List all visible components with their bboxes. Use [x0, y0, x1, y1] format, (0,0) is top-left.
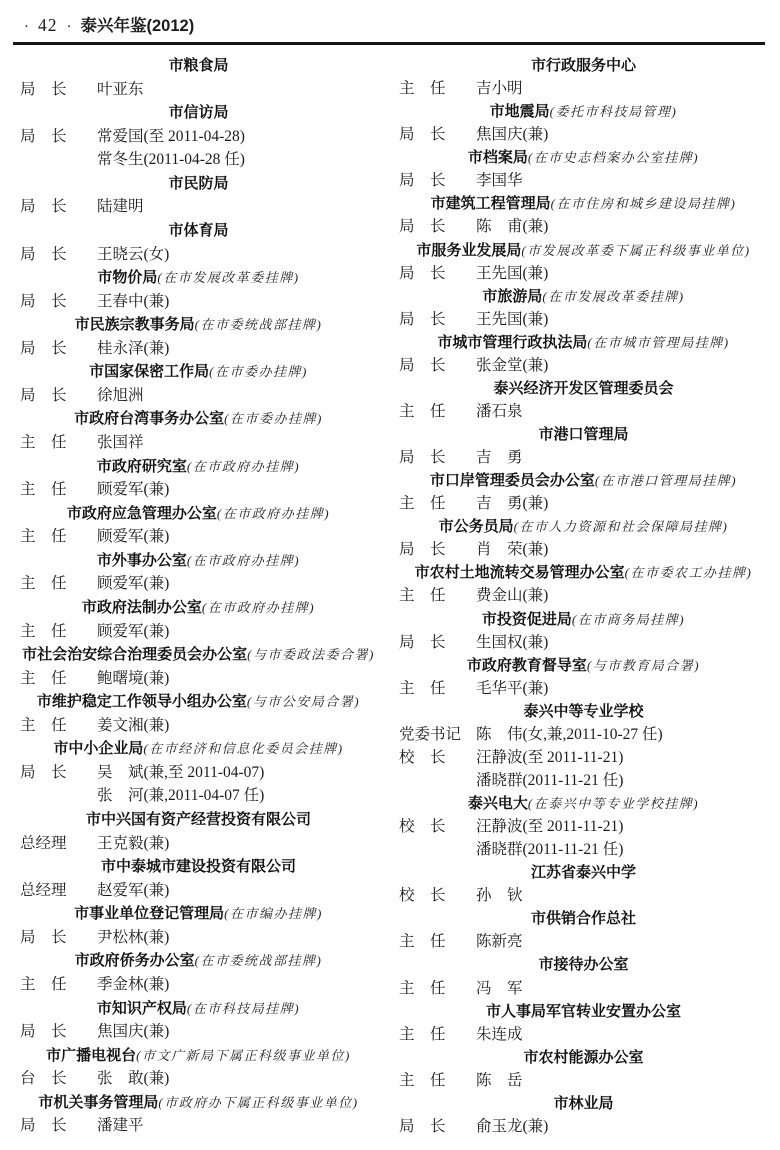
person-title: 局 长	[20, 386, 67, 404]
org-heading	[399, 518, 768, 535]
person-name: 潘晓群(2011-11-21 任)	[476, 841, 624, 859]
person-name: 陈 伟(女,兼,2011-10-27 任)	[476, 725, 663, 743]
person-name: 生国权(兼)	[476, 633, 549, 651]
org-name: 市港口管理局	[538, 426, 629, 443]
person-name: 王春中(兼)	[97, 292, 170, 310]
person-name: 潘石泉	[476, 402, 523, 420]
org-heading	[20, 646, 377, 663]
person-title: 主 任	[20, 481, 67, 499]
org-heading	[399, 195, 768, 212]
person-title: 主 任	[399, 1071, 446, 1089]
person-title: 局 长	[399, 356, 446, 374]
org-note: (与市委政法委合署)	[247, 647, 375, 663]
header-bullet: ·	[66, 19, 72, 35]
org-note: (市发展改革委下属正科级事业单位)	[521, 242, 751, 258]
org-note: (在市商务局挂牌)	[571, 611, 686, 627]
person-title: 主 任	[20, 434, 67, 451]
person-title: 总经理	[20, 881, 67, 899]
org-heading	[399, 149, 768, 166]
person-entry	[399, 634, 768, 651]
person-name: 张金堂(兼)	[476, 356, 549, 374]
org-note: (委托市科技局管理)	[549, 104, 678, 120]
person-entry	[20, 1070, 377, 1087]
person-title: 局 长	[20, 763, 67, 781]
person-title: 局 长	[20, 245, 67, 263]
org-name: 市信访局	[168, 104, 229, 122]
org-name: 市政府应急管理办公室	[66, 504, 217, 522]
org-heading	[399, 334, 768, 351]
person-name: 叶亚东	[97, 80, 144, 98]
left-column	[20, 57, 377, 1135]
org-heading	[20, 57, 377, 74]
person-entry	[399, 449, 768, 466]
org-heading	[399, 611, 768, 628]
org-note: (在市科技局挂牌)	[186, 1000, 301, 1016]
person-title: 主 任	[399, 979, 446, 997]
org-name: 市档案局	[467, 149, 528, 167]
org-name: 市外事办公室	[96, 551, 187, 569]
person-title: 局 长	[20, 127, 67, 145]
org-note: (在市政府办挂牌)	[186, 458, 301, 474]
org-name: 市民族宗教事务局	[74, 316, 195, 334]
person-name: 潘建平	[97, 1117, 144, 1135]
org-note: (在泰兴中等专业学校挂牌)	[527, 796, 700, 811]
person-entry	[20, 387, 377, 404]
person-name: 徐旭洲	[97, 386, 144, 404]
person-name: 汪静波(至 2011-11-21)	[476, 748, 624, 766]
org-note: (在市委统战部挂牌)	[194, 953, 323, 969]
person-name: 陈 甫(兼)	[476, 218, 549, 236]
page-header	[24, 12, 194, 36]
org-name: 市中兴国有资产经营投资有限公司	[85, 811, 311, 828]
org-name: 市行政服务中心	[530, 57, 636, 74]
person-entry	[399, 726, 768, 743]
org-heading	[20, 175, 377, 192]
person-name: 常冬生(2011-04-28 任)	[97, 151, 245, 169]
org-name: 市知识产权局	[96, 999, 187, 1017]
org-note: (在市港口管理局挂牌)	[594, 473, 738, 489]
person-name: 焦国庆(兼)	[476, 126, 549, 144]
person-entry	[20, 293, 377, 310]
person-entry	[399, 311, 768, 328]
org-name: 市建筑工程管理局	[430, 195, 551, 213]
org-note: (在市政府办挂牌)	[216, 505, 331, 521]
person-entry	[20, 835, 377, 852]
person-name: 顾爱军(兼)	[97, 481, 170, 499]
person-title: 局 长	[399, 126, 446, 144]
org-heading	[20, 1094, 377, 1111]
org-heading	[399, 864, 768, 881]
page-number: 42	[38, 15, 58, 35]
org-heading	[20, 363, 377, 380]
org-heading	[399, 657, 768, 674]
org-heading	[20, 858, 377, 875]
org-note: (市文广新局下属正科级事业单位)	[136, 1047, 351, 1063]
person-name: 毛华平(兼)	[476, 679, 549, 697]
org-heading	[20, 552, 377, 569]
person-entry	[399, 172, 768, 189]
header-bullet: ·	[24, 19, 29, 35]
person-name: 张 河(兼,2011-04-07 任)	[97, 787, 265, 805]
org-heading	[399, 564, 768, 581]
person-name: 汪静波(至 2011-11-21)	[476, 818, 624, 836]
org-name: 市投资促进局	[481, 610, 572, 628]
org-heading	[20, 740, 377, 757]
org-heading	[399, 1003, 768, 1020]
person-name: 姜文湘(兼)	[97, 716, 170, 734]
person-title: 校 长	[399, 818, 446, 836]
person-name: 桂永泽(兼)	[97, 339, 170, 357]
book-title: 泰兴年鉴(2012)	[80, 17, 195, 35]
org-heading	[20, 505, 377, 522]
person-name: 陈 岳	[476, 1071, 523, 1089]
person-name: 吉 勇	[476, 449, 523, 467]
person-name: 李国华	[476, 172, 523, 190]
person-entry	[20, 198, 377, 215]
org-name: 市中泰城市建设投资有限公司	[100, 858, 296, 876]
person-name: 张国祥	[97, 434, 144, 451]
org-heading	[20, 905, 377, 922]
person-title: 局 长	[20, 198, 67, 216]
org-note: (在市委农工办挂牌)	[624, 565, 753, 581]
org-name: 市地震局	[489, 103, 550, 121]
person-entry	[20, 575, 377, 592]
person-title: 主 任	[399, 402, 446, 420]
person-title: 局 长	[399, 633, 446, 651]
person-name: 尹松林(兼)	[97, 928, 170, 946]
person-entry	[399, 265, 768, 282]
org-heading	[399, 910, 768, 927]
person-title: 主 任	[20, 975, 67, 993]
org-name: 市接待办公室	[538, 956, 629, 974]
person-entry	[20, 976, 377, 993]
person-name: 朱连成	[476, 1025, 523, 1043]
person-title: 局 长	[399, 1117, 446, 1135]
org-name: 市政府法制办公室	[81, 598, 202, 616]
org-note: (在市政府办挂牌)	[201, 599, 316, 615]
org-note: (在市人力资源和社会保障局挂牌)	[513, 519, 729, 535]
org-name: 市社会治安综合治理委员会办公室	[22, 646, 248, 664]
org-heading	[399, 57, 768, 74]
person-entry	[399, 680, 768, 697]
person-name: 常爱国(至 2011-04-28)	[97, 127, 245, 145]
org-heading	[399, 426, 768, 443]
person-name: 王克毅(兼)	[97, 834, 170, 852]
person-entry	[399, 403, 768, 420]
org-heading	[399, 288, 768, 305]
org-name: 市政府教育督导室	[466, 656, 587, 674]
person-name: 王先国(兼)	[476, 310, 549, 328]
person-entry-continuation	[20, 151, 377, 168]
person-title: 局 长	[20, 80, 67, 98]
person-entry	[20, 882, 377, 899]
person-title: 主 任	[399, 80, 446, 98]
person-title: 校 长	[399, 887, 446, 905]
org-note: (在市住房和城乡建设局挂牌)	[550, 196, 737, 212]
person-entry-continuation	[399, 772, 768, 789]
org-name: 江苏省泰兴中学	[530, 864, 636, 882]
org-heading	[20, 1000, 377, 1017]
person-title: 总经理	[20, 834, 67, 852]
person-title: 主 任	[20, 528, 67, 546]
person-name: 顾爱军(兼)	[97, 575, 170, 593]
org-heading	[399, 380, 768, 397]
org-name: 市广播电视台	[46, 1046, 137, 1064]
org-note: (在市城市管理局挂牌)	[587, 334, 730, 350]
org-heading	[20, 222, 377, 239]
person-name: 吉小明	[476, 80, 523, 98]
org-name: 市公务员局	[438, 518, 514, 536]
person-entry	[399, 818, 768, 835]
person-entry	[399, 1026, 768, 1043]
org-note: (在市委办挂牌)	[209, 364, 308, 380]
person-title: 局 长	[399, 264, 446, 282]
org-name: 泰兴电大	[467, 795, 528, 812]
person-title: 局 长	[20, 292, 67, 310]
person-entry	[20, 246, 377, 263]
person-title: 局 长	[20, 1023, 67, 1041]
person-name: 顾爱军(兼)	[97, 528, 170, 546]
person-name: 孙 钬	[476, 887, 523, 905]
person-name: 吴 斌(兼,至 2011-04-07)	[97, 763, 265, 781]
org-heading	[399, 103, 768, 120]
org-heading	[399, 703, 768, 720]
org-name: 市口岸管理委员会办公室	[429, 472, 595, 490]
person-entry	[399, 933, 768, 950]
person-entry	[399, 887, 768, 904]
person-name: 费金山(兼)	[476, 587, 549, 605]
header-rule	[13, 42, 765, 45]
org-note: (在市史志档案办公室挂牌)	[527, 150, 700, 166]
org-name: 市供销合作总社	[530, 910, 636, 928]
person-name: 张 敢(兼)	[97, 1070, 170, 1088]
person-name: 王先国(兼)	[476, 264, 549, 282]
person-entry	[399, 541, 768, 558]
org-heading	[20, 316, 377, 333]
org-name: 市体育局	[168, 221, 229, 239]
org-name: 泰兴中等专业学校	[523, 702, 644, 720]
person-entry	[399, 1072, 768, 1089]
org-note: (在市委办挂牌)	[224, 411, 323, 427]
org-note: (与市公安局合署)	[246, 694, 361, 710]
right-column	[399, 57, 768, 1135]
org-note: (在市经济和信息化委员会挂牌)	[143, 741, 344, 757]
org-heading	[399, 795, 768, 812]
org-name: 市旅游局	[482, 287, 543, 305]
org-heading	[20, 599, 377, 616]
person-title: 主 任	[20, 622, 67, 640]
person-entry	[20, 528, 377, 545]
content-area	[20, 57, 768, 1135]
org-note: (在市政府办挂牌)	[186, 552, 301, 568]
org-heading	[20, 410, 377, 427]
org-name: 市机关事务管理局	[38, 1093, 159, 1111]
person-entry	[20, 340, 377, 357]
person-title: 台 长	[20, 1070, 67, 1088]
person-entry	[20, 929, 377, 946]
org-note: (市政府办下属正科级事业单位)	[158, 1094, 359, 1110]
person-title: 局 长	[20, 928, 67, 946]
person-name: 季金林(兼)	[97, 975, 170, 993]
person-entry	[20, 81, 377, 98]
org-name: 泰兴经济开发区管理委员会	[493, 379, 674, 397]
org-note: (与市教育局合署)	[586, 657, 701, 673]
person-title: 主 任	[20, 669, 67, 687]
org-name: 市农村土地流转交易管理办公室	[414, 564, 625, 582]
org-heading	[399, 242, 768, 259]
person-title: 主 任	[399, 495, 446, 513]
org-note: (在市编办挂牌)	[224, 906, 323, 922]
org-heading	[20, 104, 377, 121]
person-name: 焦国庆(兼)	[97, 1023, 170, 1041]
person-entry	[399, 749, 768, 766]
org-heading	[20, 952, 377, 969]
person-name: 陆建明	[97, 198, 144, 216]
person-entry	[20, 434, 377, 451]
org-note: (在市发展改革委挂牌)	[157, 270, 300, 286]
person-name: 鲍曙境(兼)	[97, 669, 170, 687]
org-name: 市国家保密工作局	[89, 363, 210, 381]
person-title: 主 任	[399, 1025, 446, 1043]
person-title: 局 长	[20, 1117, 67, 1135]
org-name: 市人事局军官转业安置办公室	[485, 1002, 681, 1020]
person-name: 俞玉龙(兼)	[476, 1117, 549, 1135]
person-title: 主 任	[20, 575, 67, 593]
org-note: (在市发展改革委挂牌)	[542, 288, 685, 304]
person-title: 党委书记	[399, 725, 462, 743]
org-name: 市维护稳定工作领导小组办公室	[36, 693, 247, 711]
person-title: 局 长	[399, 218, 446, 236]
person-entry	[20, 1117, 377, 1134]
org-name: 市中小企业局	[53, 740, 144, 758]
person-name: 赵爱军(兼)	[97, 881, 170, 899]
org-name: 市服务业发展局	[416, 241, 522, 259]
person-entry	[399, 80, 768, 97]
org-name: 市粮食局	[168, 57, 229, 74]
person-entry-continuation	[20, 787, 377, 804]
person-entry	[20, 1023, 377, 1040]
person-title: 局 长	[399, 449, 446, 467]
person-entry	[20, 764, 377, 781]
org-name: 市事业单位登记管理局	[74, 905, 225, 923]
org-heading	[20, 693, 377, 710]
person-name: 王晓云(女)	[97, 245, 170, 263]
person-name: 肖 荣(兼)	[476, 541, 549, 559]
person-name: 冯 军	[476, 979, 523, 997]
person-entry	[399, 980, 768, 997]
person-title: 主 任	[399, 679, 446, 697]
person-entry	[20, 717, 377, 734]
org-name: 市民防局	[168, 174, 229, 192]
org-heading	[20, 458, 377, 475]
org-heading	[20, 811, 377, 828]
person-entry	[20, 623, 377, 640]
person-entry	[399, 495, 768, 512]
person-title: 局 长	[20, 339, 67, 357]
person-title: 局 长	[399, 541, 446, 559]
person-title: 局 长	[399, 172, 446, 190]
org-heading	[399, 1095, 768, 1112]
person-name: 吉 勇(兼)	[476, 495, 549, 513]
person-entry-continuation	[399, 841, 768, 858]
person-entry	[20, 128, 377, 145]
person-title: 主 任	[399, 933, 446, 951]
person-name: 顾爱军(兼)	[97, 622, 170, 640]
person-title: 局 长	[399, 310, 446, 328]
person-title: 主 任	[20, 716, 67, 734]
person-title: 主 任	[399, 587, 446, 605]
person-name: 潘晓群(2011-11-21 任)	[476, 771, 624, 789]
person-entry	[399, 357, 768, 374]
org-name: 市农村能源办公室	[523, 1048, 644, 1066]
org-heading	[20, 1047, 377, 1064]
org-name: 市政府侨务办公室	[74, 952, 195, 970]
person-entry	[20, 481, 377, 498]
person-title: 校 长	[399, 748, 446, 766]
person-name: 陈新亮	[476, 933, 523, 951]
org-heading	[399, 1049, 768, 1066]
person-entry	[399, 587, 768, 604]
person-entry	[399, 218, 768, 235]
org-heading	[20, 269, 377, 286]
org-name: 市政府研究室	[96, 457, 187, 475]
org-name: 市城市管理行政执法局	[437, 333, 588, 351]
org-name: 市物价局	[97, 269, 158, 287]
org-note: (在市委统战部挂牌)	[194, 317, 323, 333]
person-entry	[20, 670, 377, 687]
org-heading	[399, 956, 768, 973]
org-heading	[399, 472, 768, 489]
org-name: 市林业局	[553, 1094, 614, 1112]
person-entry	[399, 126, 768, 143]
person-entry	[399, 1118, 768, 1135]
org-name: 市政府台湾事务办公室	[74, 410, 225, 428]
